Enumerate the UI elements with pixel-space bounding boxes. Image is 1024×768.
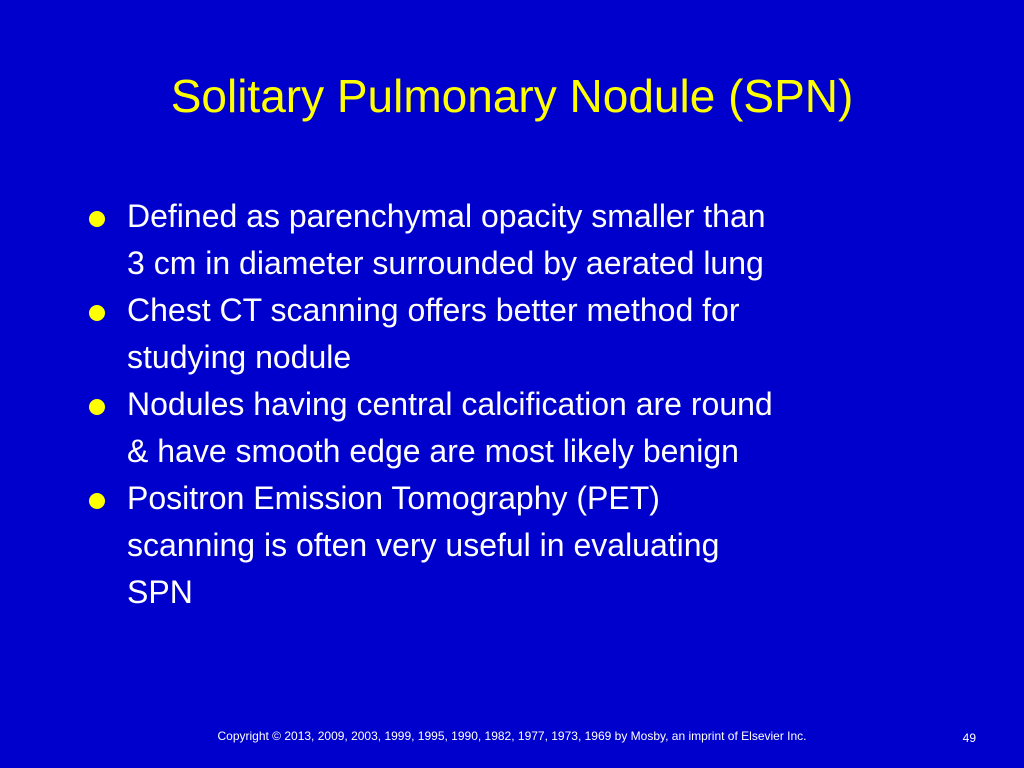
bullet-item: [84, 475, 964, 616]
bullet-dot-icon: [89, 305, 105, 321]
copyright-notice: Copyright © 2013, 2009, 2003, 1999, 1995, 1990, 1982, 1977, 1973, 1969 by Mosby, an imprint of Elsevier Inc.: [217, 729, 807, 743]
bullet-line: & have smooth edge are most likely benign: [127, 433, 739, 469]
bullet-line: Defined as parenchymal opacity smaller than: [127, 198, 766, 234]
bullet-dot-icon: [89, 211, 105, 227]
bullet-list: [84, 193, 964, 616]
bullet-line: Nodules having central calcification are round: [127, 386, 773, 422]
bullet-line: scanning is often very useful in evaluating: [127, 527, 720, 563]
bullet-item: [84, 381, 964, 475]
bullet-dot-icon: [89, 493, 105, 509]
bullet-line: Chest CT scanning offers better method for: [127, 292, 740, 328]
bullet-dot-icon: [89, 399, 105, 415]
page-number: 49: [962, 731, 976, 745]
bullet-line: 3 cm in diameter surrounded by aerated lung: [127, 245, 764, 281]
bullet-line: studying nodule: [127, 339, 352, 375]
bullet-item: [84, 287, 964, 381]
bullet-item: [84, 193, 964, 287]
slide-title: Solitary Pulmonary Nodule (SPN): [170, 70, 854, 122]
bullet-line: Positron Emission Tomography (PET): [127, 480, 660, 516]
bullet-line: SPN: [127, 574, 193, 610]
